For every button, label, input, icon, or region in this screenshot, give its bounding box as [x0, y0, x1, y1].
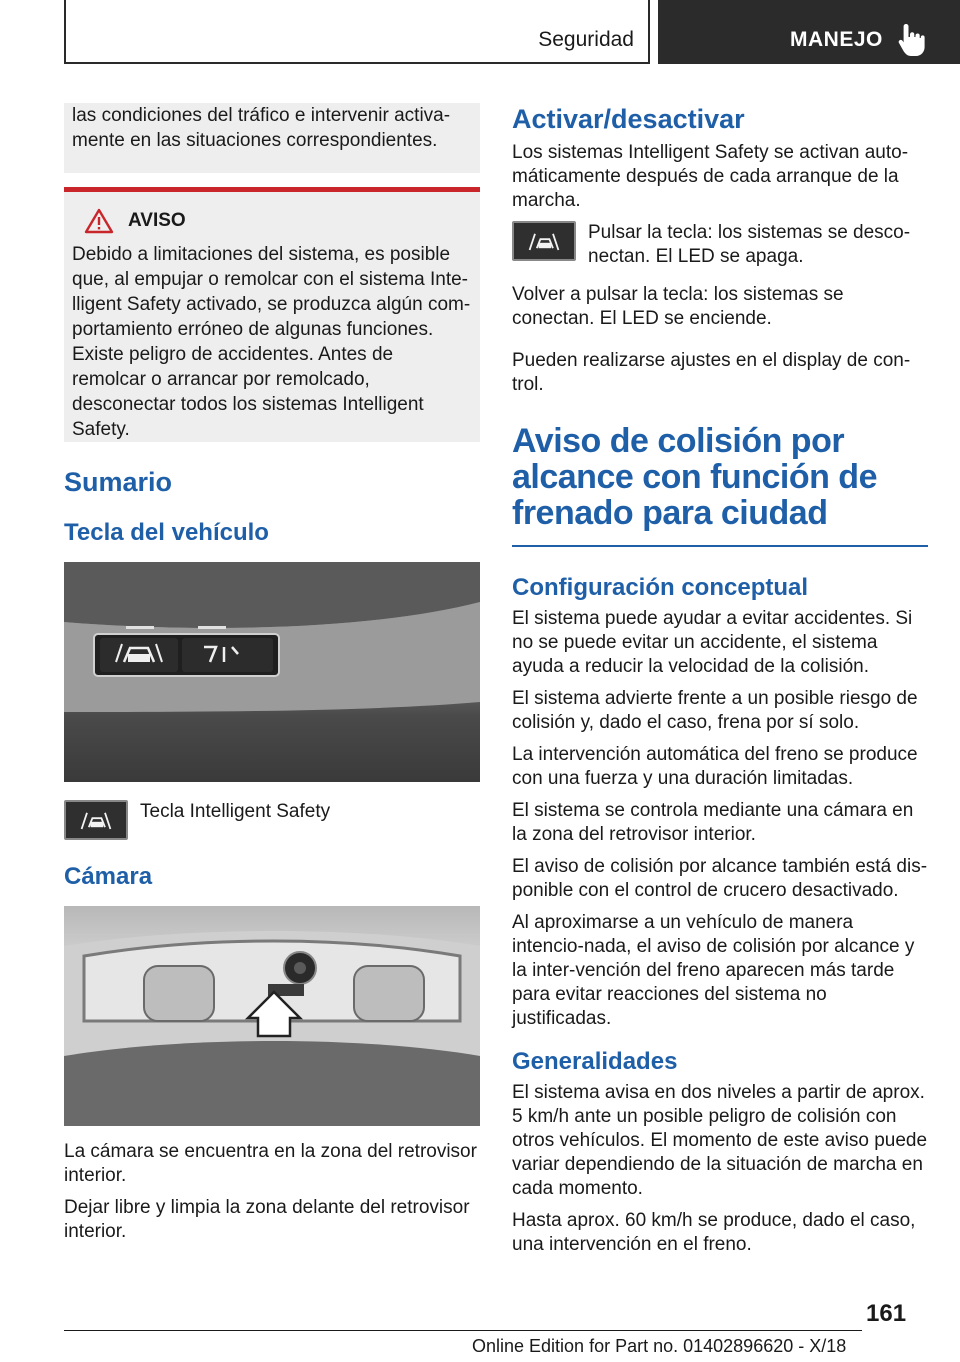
activar-text-3: Pueden realizarse ajustes en el display de con‐trol. [512, 350, 911, 395]
vehicle-button-photo [64, 562, 480, 782]
intelligent-safety-key-icon-2 [512, 221, 576, 261]
footer-edition: Online Edition for Part no. 01402896620 - X/18 [472, 1336, 847, 1356]
activar-icon-text: Pulsar la tecla: los sistemas se desco‐nectan. El LED se apaga. [588, 222, 911, 267]
camera-photo [64, 906, 480, 1126]
warning-text: Debido a limitaciones del sistema, es posible que, al empujar o remolcar con el sistema Inte‐lligent Safety activado, se produzca algún com‐portamiento erróneo de algunas funciones. Existe peligro de accidentes. Antes de remolcar o arrancar por remolcado, desconectar todos los sistemas Intelligent Safety. [72, 244, 471, 440]
page-number: 161 [866, 1300, 907, 1327]
heading-generalidades: Generalidades [512, 1048, 678, 1075]
config-text-3: La intervención automática del freno se produce con una fuerza y una duración limitadas. [512, 744, 918, 789]
header-chapter-title: MANEJO [790, 28, 883, 51]
heading-configuracion: Configuración conceptual [512, 574, 809, 601]
activar-text-1: Los sistemas Intelligent Safety se activan auto‐máticamente después de cada arranque de la marcha. [512, 142, 909, 211]
general-text-2: Hasta aprox. 60 km/h se produce, dado el caso, una intervención en el freno. [512, 1210, 916, 1255]
warning-title: AVISO [128, 210, 186, 231]
header-chapter-box [658, 0, 960, 64]
right-column [512, 103, 928, 1265]
heading-camara: Cámara [64, 863, 153, 890]
continued-text: las condiciones del tráfico e intervenir activa‐mente en las situaciones correspondientes. [72, 105, 451, 151]
activar-text-2: Volver a pulsar la tecla: los sistemas se conectan. El LED se enciende. [512, 284, 844, 329]
vehicle-button-illustration [64, 562, 480, 782]
key-caption-row [64, 800, 480, 840]
header-section-box [64, 0, 650, 64]
intelligent-safety-key-icon [64, 800, 128, 840]
config-text-1: El sistema puede ayudar a evitar accidentes. Si no se puede evitar un accidente, el sistema ayuda a reducir la velocidad de la colisión. [512, 608, 913, 677]
heading-main-aviso-colision: Aviso de colisión por alcance con función de frenado para ciudad [512, 422, 877, 532]
footer-rule [64, 1330, 862, 1331]
header-section-title: Seguridad [538, 28, 634, 51]
config-text-4: El sistema se controla mediante una cámara en la zona del retrovisor interior. [512, 800, 914, 845]
heading-tecla-vehiculo: Tecla del vehículo [64, 519, 269, 546]
config-text-5: El aviso de colisión por alcance también está dis‐ponible con el control de crucero desactivado. [512, 856, 928, 901]
config-text-2: El sistema advierte frente a un posible riesgo de colisión y, dado el caso, frena por sí solo. [512, 688, 918, 733]
warning-triangle-icon [84, 208, 114, 234]
config-text-6: Al aproximarse a un vehículo de manera intencio‐nada, el aviso de colisión por alcance y la inter‐vención del freno aparecen más tarde para evitar reacciones del sistema no justificadas. [512, 912, 915, 1029]
heading-underline [512, 545, 928, 547]
camera-illustration [64, 906, 480, 1126]
key-caption-text: Tecla Intelligent Safety [140, 801, 331, 822]
camera-location-text: La cámara se encuentra en la zona del retrovisor interior. [64, 1141, 477, 1186]
warning-box [64, 187, 480, 442]
activar-icon-row [512, 221, 928, 277]
heading-sumario: Sumario [64, 467, 173, 497]
left-column [64, 103, 480, 1252]
continued-text-box [64, 103, 480, 173]
warning-header [72, 208, 472, 234]
heading-activar-desactivar: Activar/desactivar [512, 104, 745, 134]
camera-clean-text: Dejar libre y limpia la zona delante del retrovisor interior. [64, 1197, 470, 1242]
general-text-1: El sistema avisa en dos niveles a partir de aprox. 5 km/h ante un posible peligro de colisión con otros vehículos. El momento de este aviso puede variar dependiendo de la situación de marcha en cada momento. [512, 1082, 928, 1199]
hand-pointer-icon [897, 22, 927, 58]
